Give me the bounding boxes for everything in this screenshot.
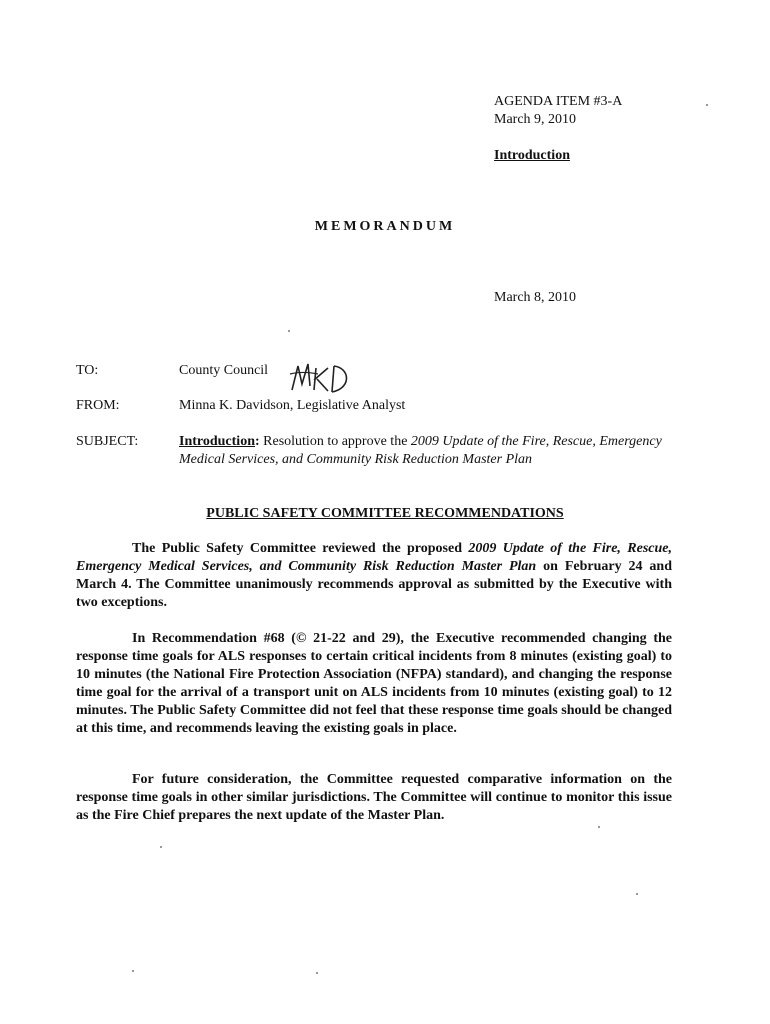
section-heading: PUBLIC SAFETY COMMITTEE RECOMMENDATIONS — [206, 506, 564, 521]
subject-value — [179, 433, 699, 469]
scan-speck — [598, 826, 600, 828]
from-value: Minna K. Davidson, Legislative Analyst — [179, 398, 406, 413]
paragraph-1-start: The Public Safety Committee reviewed the proposed — [132, 541, 469, 556]
scan-speck — [288, 330, 290, 332]
memo-date: March 8, 2010 — [494, 290, 577, 305]
agenda-item-number: AGENDA ITEM #3-A — [494, 94, 623, 109]
agenda-type: Introduction — [494, 148, 570, 163]
scan-speck — [636, 893, 638, 895]
from-label: FROM: — [76, 398, 120, 413]
paragraph-1-end: on February 24 and March 4. The Committee unanimously recommends approval as submitted by the Executive with two exceptions. — [76, 559, 673, 610]
to-label: TO: — [76, 363, 99, 378]
memo-title: MEMORANDUM — [314, 219, 456, 234]
scan-speck — [160, 846, 162, 848]
subject-label: SUBJECT: — [76, 434, 139, 449]
to-value: County Council — [179, 363, 269, 378]
scan-speck — [706, 104, 708, 106]
scan-speck — [132, 970, 134, 972]
paragraph-1-plan-title: 2009 Update of the Fire, Rescue, Emergency Medical Services, and Community Risk Reduction Master Plan — [76, 541, 672, 574]
paragraph-2 — [76, 630, 672, 738]
paragraph-2-text: In Recommendation #68 (© 21-22 and 29), the Executive recommended changing the response time goals for ALS responses to certain critical incidents from 8 minutes (existing goal) to 10 minutes (the National Fire Protection Association (NFPA) standard), and changing the response time goal for the arrival of a transport unit on ALS incidents from 10 minutes (existing goal) to 12 minutes. The Public Safety Committee did not feel that these response time goals should be changed at this time, and recommends leaving the existing goals in place. — [76, 631, 672, 736]
paragraph-3-text: For future consideration, the Committee requested comparative information on the response time goals in other similar jurisdictions. The Committee will continue to monitor this issue as the Fire Chief prepares the next update of the Master Plan. — [76, 772, 672, 823]
paragraph-1 — [76, 540, 672, 612]
agenda-date: March 9, 2010 — [494, 112, 577, 127]
subject-intro: Introduction — [179, 434, 255, 449]
paragraph-3 — [76, 771, 672, 825]
scan-speck — [316, 972, 318, 974]
handwritten-initials-signature — [288, 360, 358, 398]
subject-colon: : — [254, 434, 260, 449]
subject-plan-title: 2009 Update of the Fire, Rescue, Emergency Medical Services, and Community Risk Reduction Master Plan — [179, 434, 662, 467]
subject-text: Resolution to approve the — [259, 434, 411, 449]
